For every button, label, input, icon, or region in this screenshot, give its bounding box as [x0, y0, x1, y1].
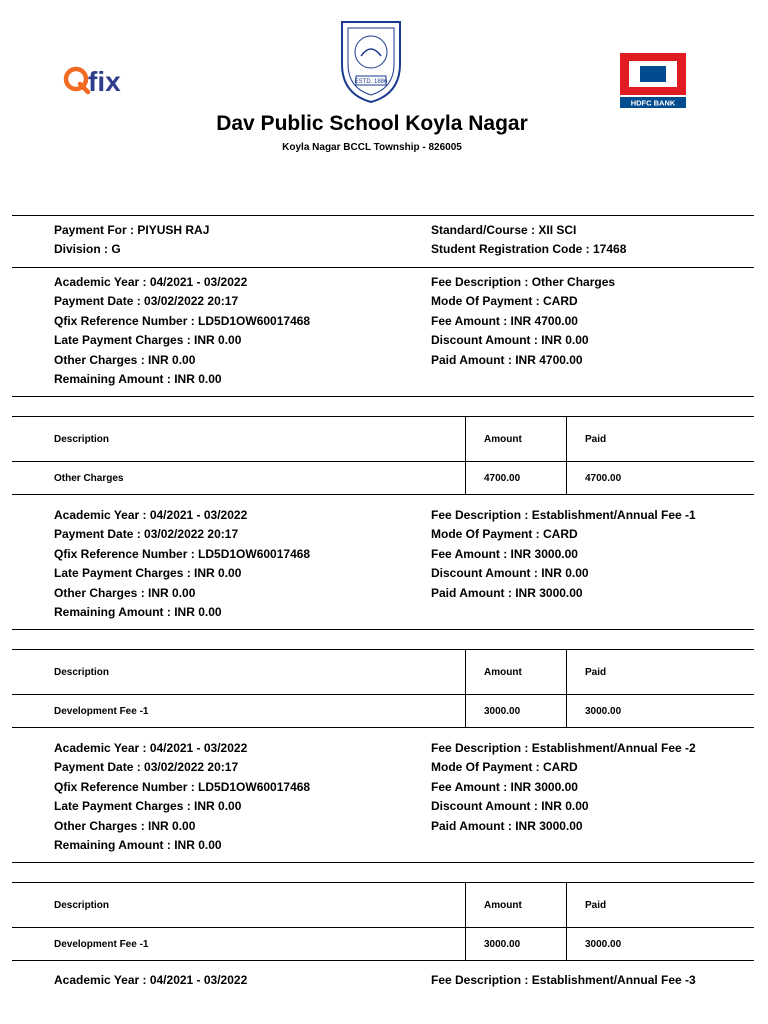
reference-number: Qfix Reference Number : LD5D1OW60017468	[54, 313, 311, 328]
late-payment-charges: Late Payment Charges : INR 0.00	[54, 799, 242, 814]
school-name: Dav Public School Koyla Nagar	[216, 112, 528, 135]
record-2-details-right	[431, 506, 696, 603]
mode-of-payment: Mode Of Payment : CARD	[431, 527, 578, 542]
student-info-left	[54, 221, 209, 260]
column-header: Paid	[567, 650, 755, 695]
table-cell: 3000.00	[567, 695, 755, 728]
divider	[12, 862, 754, 863]
table-cell: 3000.00	[466, 928, 567, 961]
student-info-right	[431, 221, 626, 260]
remaining-amount: Remaining Amount : INR 0.00	[54, 837, 222, 852]
table-cell: 3000.00	[466, 695, 567, 728]
academic-year: Academic Year : 04/2021 - 03/2022	[54, 508, 248, 522]
fee-description: Fee Description : Establishment/Annual Fee -1	[431, 508, 696, 522]
table-row	[12, 462, 754, 495]
column-header: Amount	[466, 650, 567, 695]
registration-code: Student Registration Code : 17468	[431, 242, 627, 257]
table-cell: 4700.00	[466, 462, 567, 495]
record-4-details-right	[431, 971, 696, 990]
payment-date: Payment Date : 03/02/2022 20:17	[54, 294, 239, 309]
column-header: Paid	[567, 883, 755, 928]
column-header: Amount	[466, 883, 567, 928]
academic-year: Academic Year : 04/2021 - 03/2022	[54, 275, 248, 289]
column-header: Description	[12, 417, 466, 462]
table-header-row	[12, 650, 754, 695]
fee-description: Fee Description : Establishment/Annual Fee -2	[431, 741, 696, 755]
mode-of-payment: Mode Of Payment : CARD	[431, 760, 578, 775]
fee-table	[12, 649, 754, 728]
table-cell: Development Fee -1	[12, 928, 466, 961]
divider	[12, 267, 754, 268]
standard-course: Standard/Course : XII SCI	[431, 223, 577, 237]
reference-number: Qfix Reference Number : LD5D1OW60017468	[54, 779, 311, 794]
column-header: Amount	[466, 417, 567, 462]
paid-amount: Paid Amount : INR 3000.00	[431, 585, 583, 600]
payment-date: Payment Date : 03/02/2022 20:17	[54, 527, 239, 542]
divider	[12, 396, 754, 397]
fee-table	[12, 882, 754, 961]
discount-amount: Discount Amount : INR 0.00	[431, 566, 589, 581]
record-3-details-right	[431, 739, 696, 836]
table-cell: Development Fee -1	[12, 695, 466, 728]
school-seal-logo	[334, 14, 408, 106]
division: Division : G	[54, 242, 121, 257]
school-address: Koyla Nagar BCCL Township - 826005	[282, 142, 462, 153]
record-1-details-left	[54, 273, 310, 389]
fee-amount: Fee Amount : INR 4700.00	[431, 313, 578, 328]
academic-year: Academic Year : 04/2021 - 03/2022	[54, 741, 248, 755]
divider	[12, 215, 754, 216]
table-cell: Other Charges	[12, 462, 466, 495]
fee-description: Fee Description : Other Charges	[431, 275, 616, 289]
record-4-details-left	[54, 971, 247, 990]
late-payment-charges: Late Payment Charges : INR 0.00	[54, 333, 242, 348]
receipt-header	[0, 0, 768, 200]
fee-amount: Fee Amount : INR 3000.00	[431, 779, 578, 794]
academic-year: Academic Year : 04/2021 - 03/2022	[54, 973, 248, 987]
paid-amount: Paid Amount : INR 3000.00	[431, 818, 583, 833]
table-header-row	[12, 883, 754, 928]
table-cell: 4700.00	[567, 462, 755, 495]
table-row	[12, 695, 754, 728]
bank-logo-text: HDFC BANK	[630, 98, 676, 108]
svg-text:fix: fix	[88, 66, 121, 97]
record-1-details-right	[431, 273, 615, 370]
fee-description: Fee Description : Establishment/Annual Fee -3	[431, 973, 696, 987]
divider	[12, 629, 754, 630]
fee-table	[12, 416, 754, 495]
other-charges: Other Charges : INR 0.00	[54, 352, 196, 367]
table-header-row	[12, 417, 754, 462]
late-payment-charges: Late Payment Charges : INR 0.00	[54, 566, 242, 581]
discount-amount: Discount Amount : INR 0.00	[431, 333, 589, 348]
seal-text: ESTD. 1886	[354, 79, 388, 85]
reference-number: Qfix Reference Number : LD5D1OW60017468	[54, 546, 311, 561]
table-row	[12, 928, 754, 961]
discount-amount: Discount Amount : INR 0.00	[431, 799, 589, 814]
column-header: Paid	[567, 417, 755, 462]
mode-of-payment: Mode Of Payment : CARD	[431, 294, 578, 309]
other-charges: Other Charges : INR 0.00	[54, 585, 196, 600]
other-charges: Other Charges : INR 0.00	[54, 818, 196, 833]
record-2-details-left	[54, 506, 310, 622]
remaining-amount: Remaining Amount : INR 0.00	[54, 604, 222, 619]
table-cell: 3000.00	[567, 928, 755, 961]
column-header: Description	[12, 650, 466, 695]
hdfc-bank-logo	[620, 53, 686, 108]
record-3-details-left	[54, 739, 310, 855]
payment-date: Payment Date : 03/02/2022 20:17	[54, 760, 239, 775]
qfix-logo	[62, 60, 142, 100]
remaining-amount: Remaining Amount : INR 0.00	[54, 371, 222, 386]
column-header: Description	[12, 883, 466, 928]
fee-amount: Fee Amount : INR 3000.00	[431, 546, 578, 561]
paid-amount: Paid Amount : INR 4700.00	[431, 352, 583, 367]
payment-for: Payment For : PIYUSH RAJ	[54, 223, 210, 237]
